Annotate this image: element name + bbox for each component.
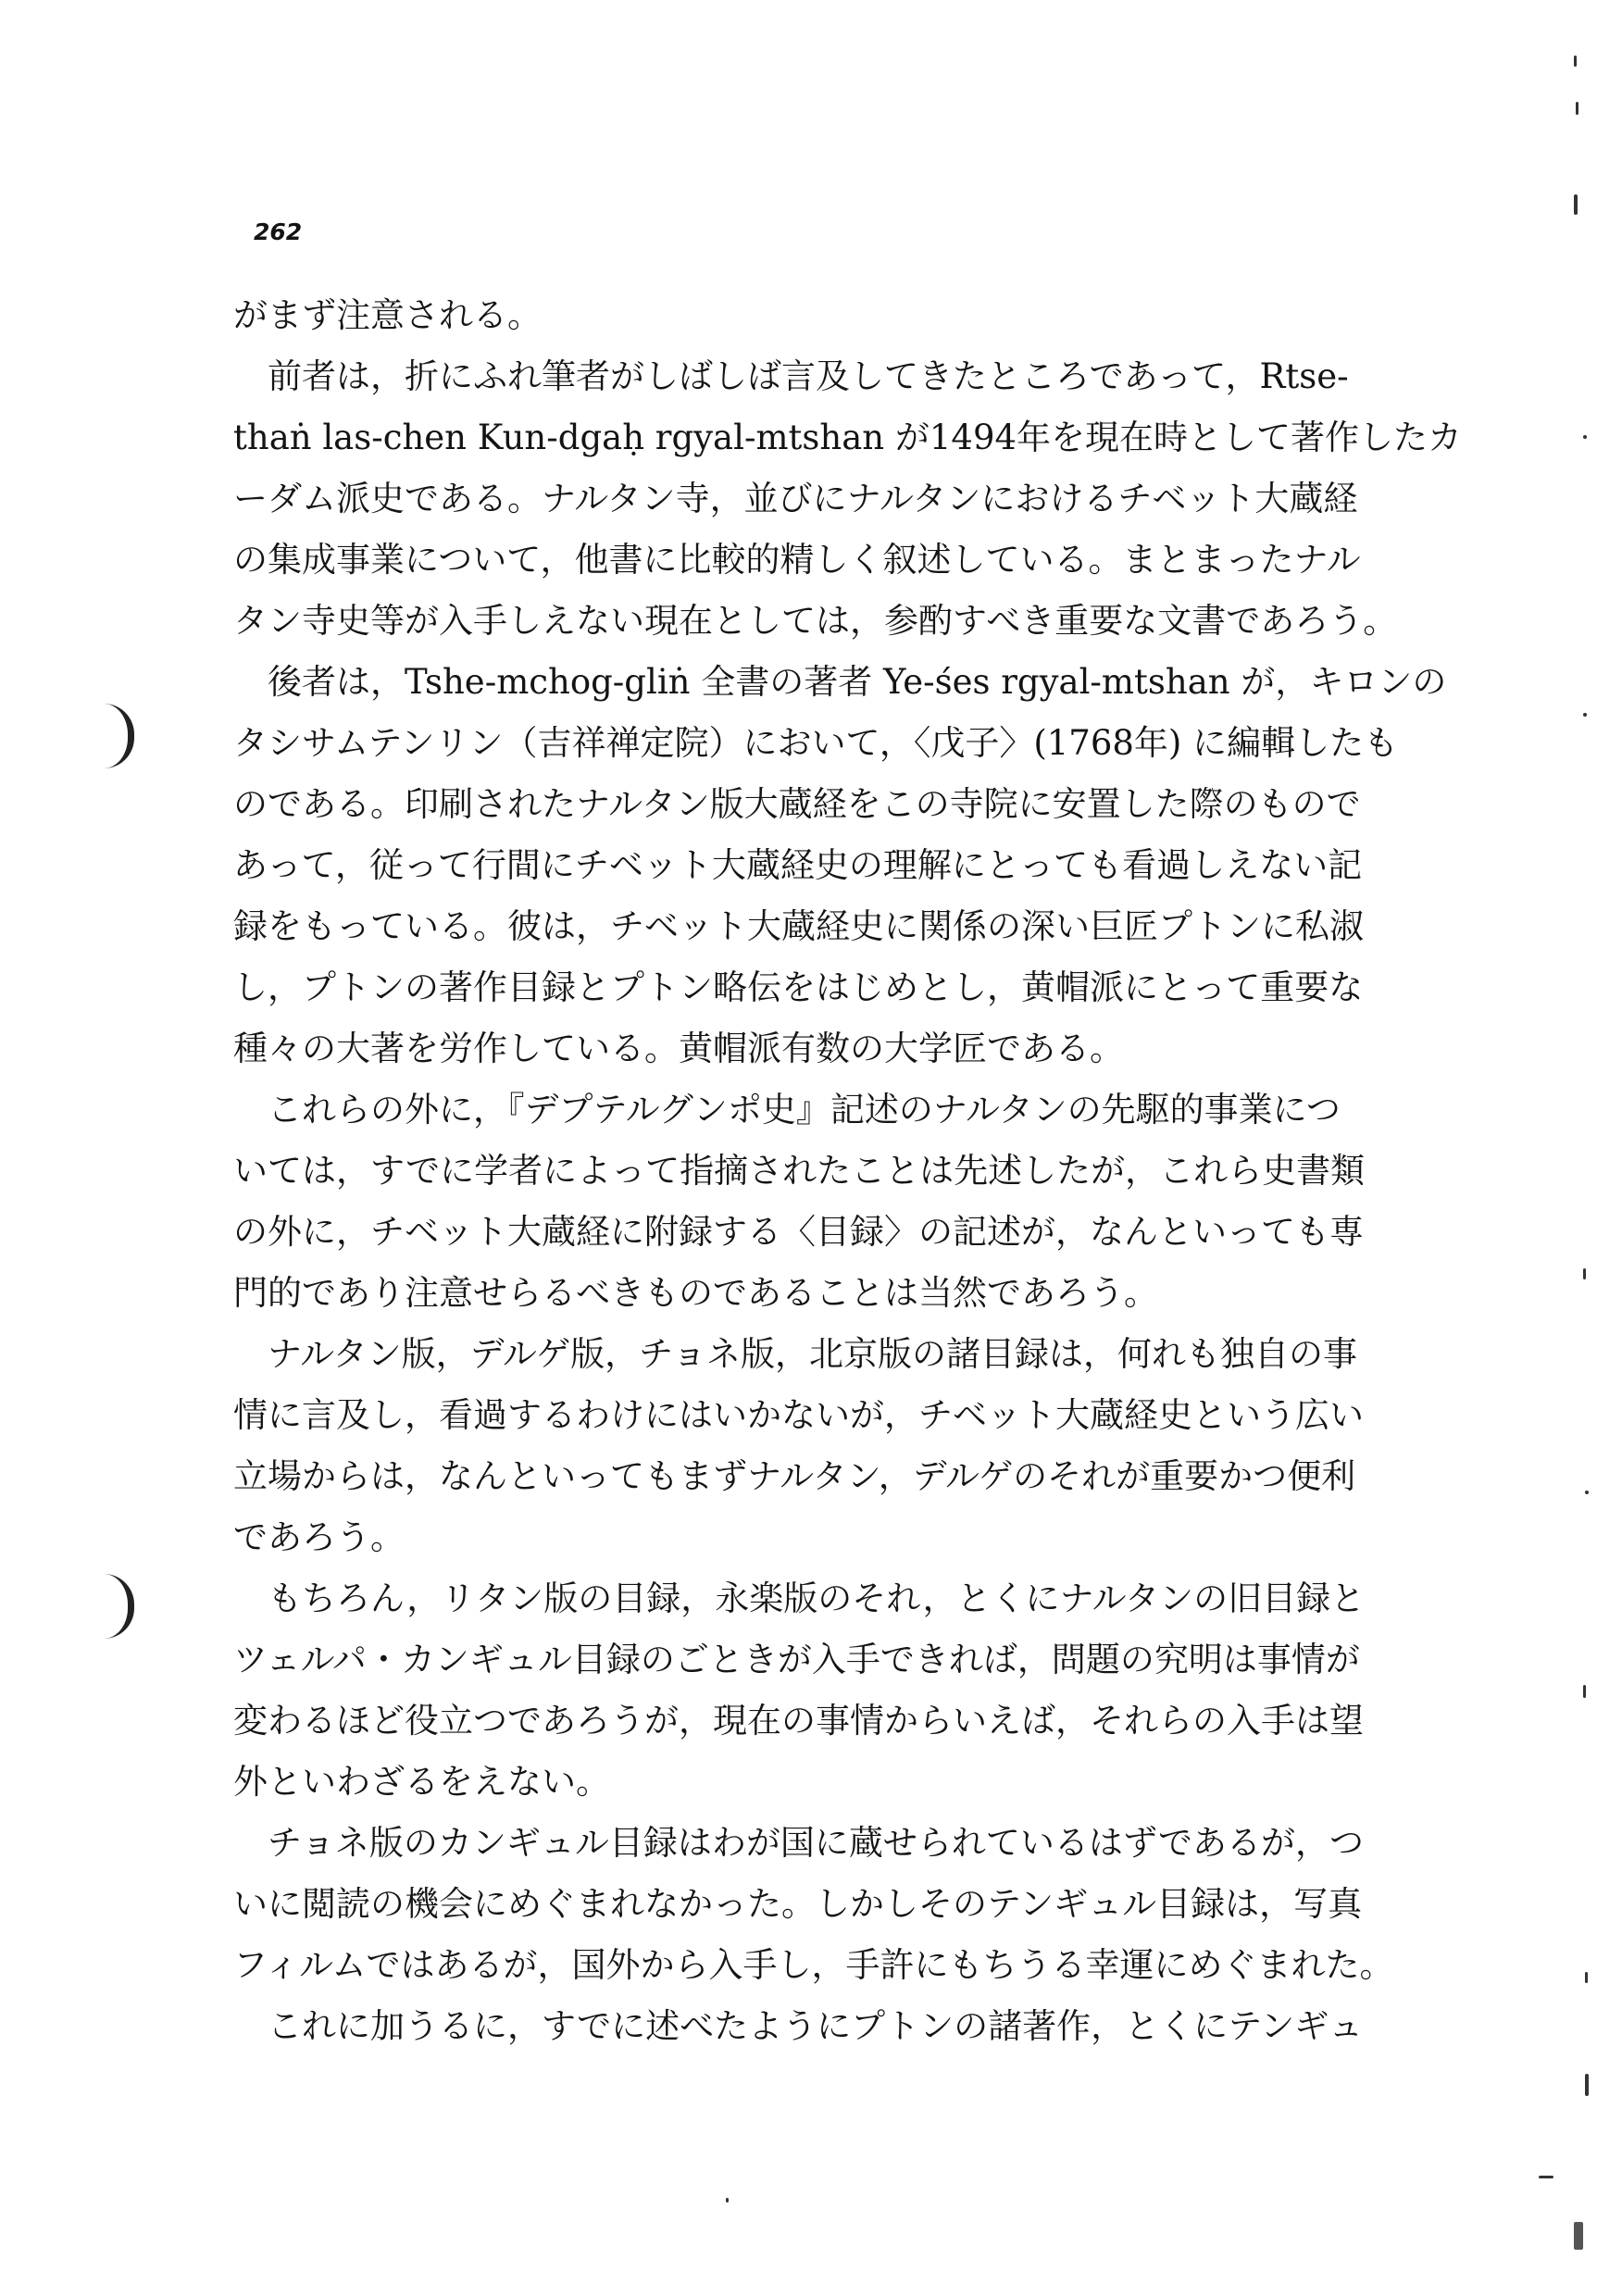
- text-line: タシサムテンリン（吉祥禅定院）において，〈戊子〉(1768年) に編輯したも: [233, 723, 1399, 763]
- scan-speck: [1576, 102, 1578, 115]
- scan-speck: [726, 2198, 729, 2202]
- scan-speck: [1574, 194, 1578, 215]
- text-line: 前者は，折にふれ筆者がしばしば言及してきたところであって，Rtse-: [233, 356, 1349, 396]
- scan-speck: [1574, 56, 1577, 67]
- text-line: thaṅ las-chen Kun-dgaḥ rgyal-mtshan が1494年を現在時として著作したカ: [233, 418, 1463, 457]
- text-line: のである。印刷されたナルタン版大蔵経をこの寺院に安置した際のもので: [233, 784, 1361, 824]
- binding-mark: [104, 1574, 134, 1639]
- text-line: チョネ版のカンギュル目録はわが国に蔵せられているはずであるが，つ: [233, 1823, 1364, 1863]
- text-line: 門的であり注意せらるべきものであることは当然であろう。: [233, 1273, 1158, 1313]
- text-line: し，プトンの著作目録とプトン略伝をはじめとし，黄帽派にとって重要な: [233, 967, 1364, 1007]
- body-text: [233, 285, 1463, 2057]
- text-line: 録をもっている。彼は，チベット大蔵経史に関係の深い巨匠プトンに私淑: [233, 906, 1364, 946]
- scan-speck: [1585, 2074, 1589, 2096]
- text-line: ナルタン版，デルゲ版，チョネ版，北京版の諸目録は，何れも独自の事: [233, 1334, 1357, 1374]
- text-line: いては，すでに学者によって指摘されたことは先述したが，これら史書類: [233, 1151, 1366, 1191]
- scan-speck: [1583, 1268, 1586, 1279]
- text-line: ツェルパ・カンギュル目録のごときが入手できれば，問題の究明は事情が: [233, 1640, 1360, 1679]
- text-line: フィルムではあるが，国外から入手し，手許にもちうる幸運にめぐまれた。: [233, 1945, 1394, 1985]
- binding-mark: [104, 704, 134, 768]
- text-line: 外といわざるをえない。: [233, 1762, 610, 1802]
- text-line: 立場からは，なんといってもまずナルタン，デルゲのそれが重要かつ便利: [233, 1456, 1356, 1496]
- text-line: これに加うるに，すでに述べたようにプトンの諸著作，とくにテンギュ: [233, 2006, 1364, 2046]
- scan-speck: [1585, 1491, 1589, 1494]
- text-line: であろう。: [233, 1517, 405, 1557]
- text-line: あって，従って行間にチベット大蔵経史の理解にとっても看過しえない記: [233, 845, 1363, 885]
- text-line: がまず注意される。: [233, 295, 542, 335]
- scan-speck: [1574, 2222, 1583, 2250]
- text-line: 後者は，Tshe-mchog-gliṅ 全書の著者 Ye-śes rgyal-mtshan が，キロンの: [233, 662, 1447, 702]
- scan-speck: [1539, 2176, 1553, 2178]
- scan-speck: [1583, 435, 1587, 439]
- scan-speck: [1585, 1972, 1588, 1983]
- text-line: の集成事業について，他書に比較的精しく叙述している。まとまったナル: [233, 540, 1361, 580]
- page-number: 262: [254, 218, 303, 245]
- text-line: 情に言及し，看過するわけにはいかないが，チベット大蔵経史という広い: [233, 1395, 1364, 1435]
- text-line: 種々の大著を労作している。黄帽派有数の大学匠である。: [233, 1029, 1124, 1068]
- text-line: の外に，チベット大蔵経に附録する〈目録〉の記述が，なんといっても専: [233, 1212, 1364, 1252]
- text-line: これらの外に，『デプテルグンポ史』記述のナルタンの先駆的事業につ: [233, 1090, 1341, 1129]
- text-line: もちろん，リタン版の目録，永楽版のそれ，とくにナルタンの旧目録と: [233, 1578, 1366, 1618]
- text-line: タン寺史等が入手しえない現在としては，参酌すべき重要な文書であろう。: [233, 601, 1398, 641]
- text-line: 変わるほど役立つであろうが，現在の事情からいえば，それらの入手は望: [233, 1701, 1364, 1741]
- text-line: ーダム派史である。ナルタン寺，並びにナルタンにおけるチベット大蔵経: [233, 479, 1358, 518]
- scan-speck: [1583, 713, 1587, 717]
- text-line: いに閲読の機会にめぐまれなかった。しかしそのテンギュル目録は，写真: [233, 1884, 1363, 1924]
- scan-speck: [1583, 1685, 1586, 1698]
